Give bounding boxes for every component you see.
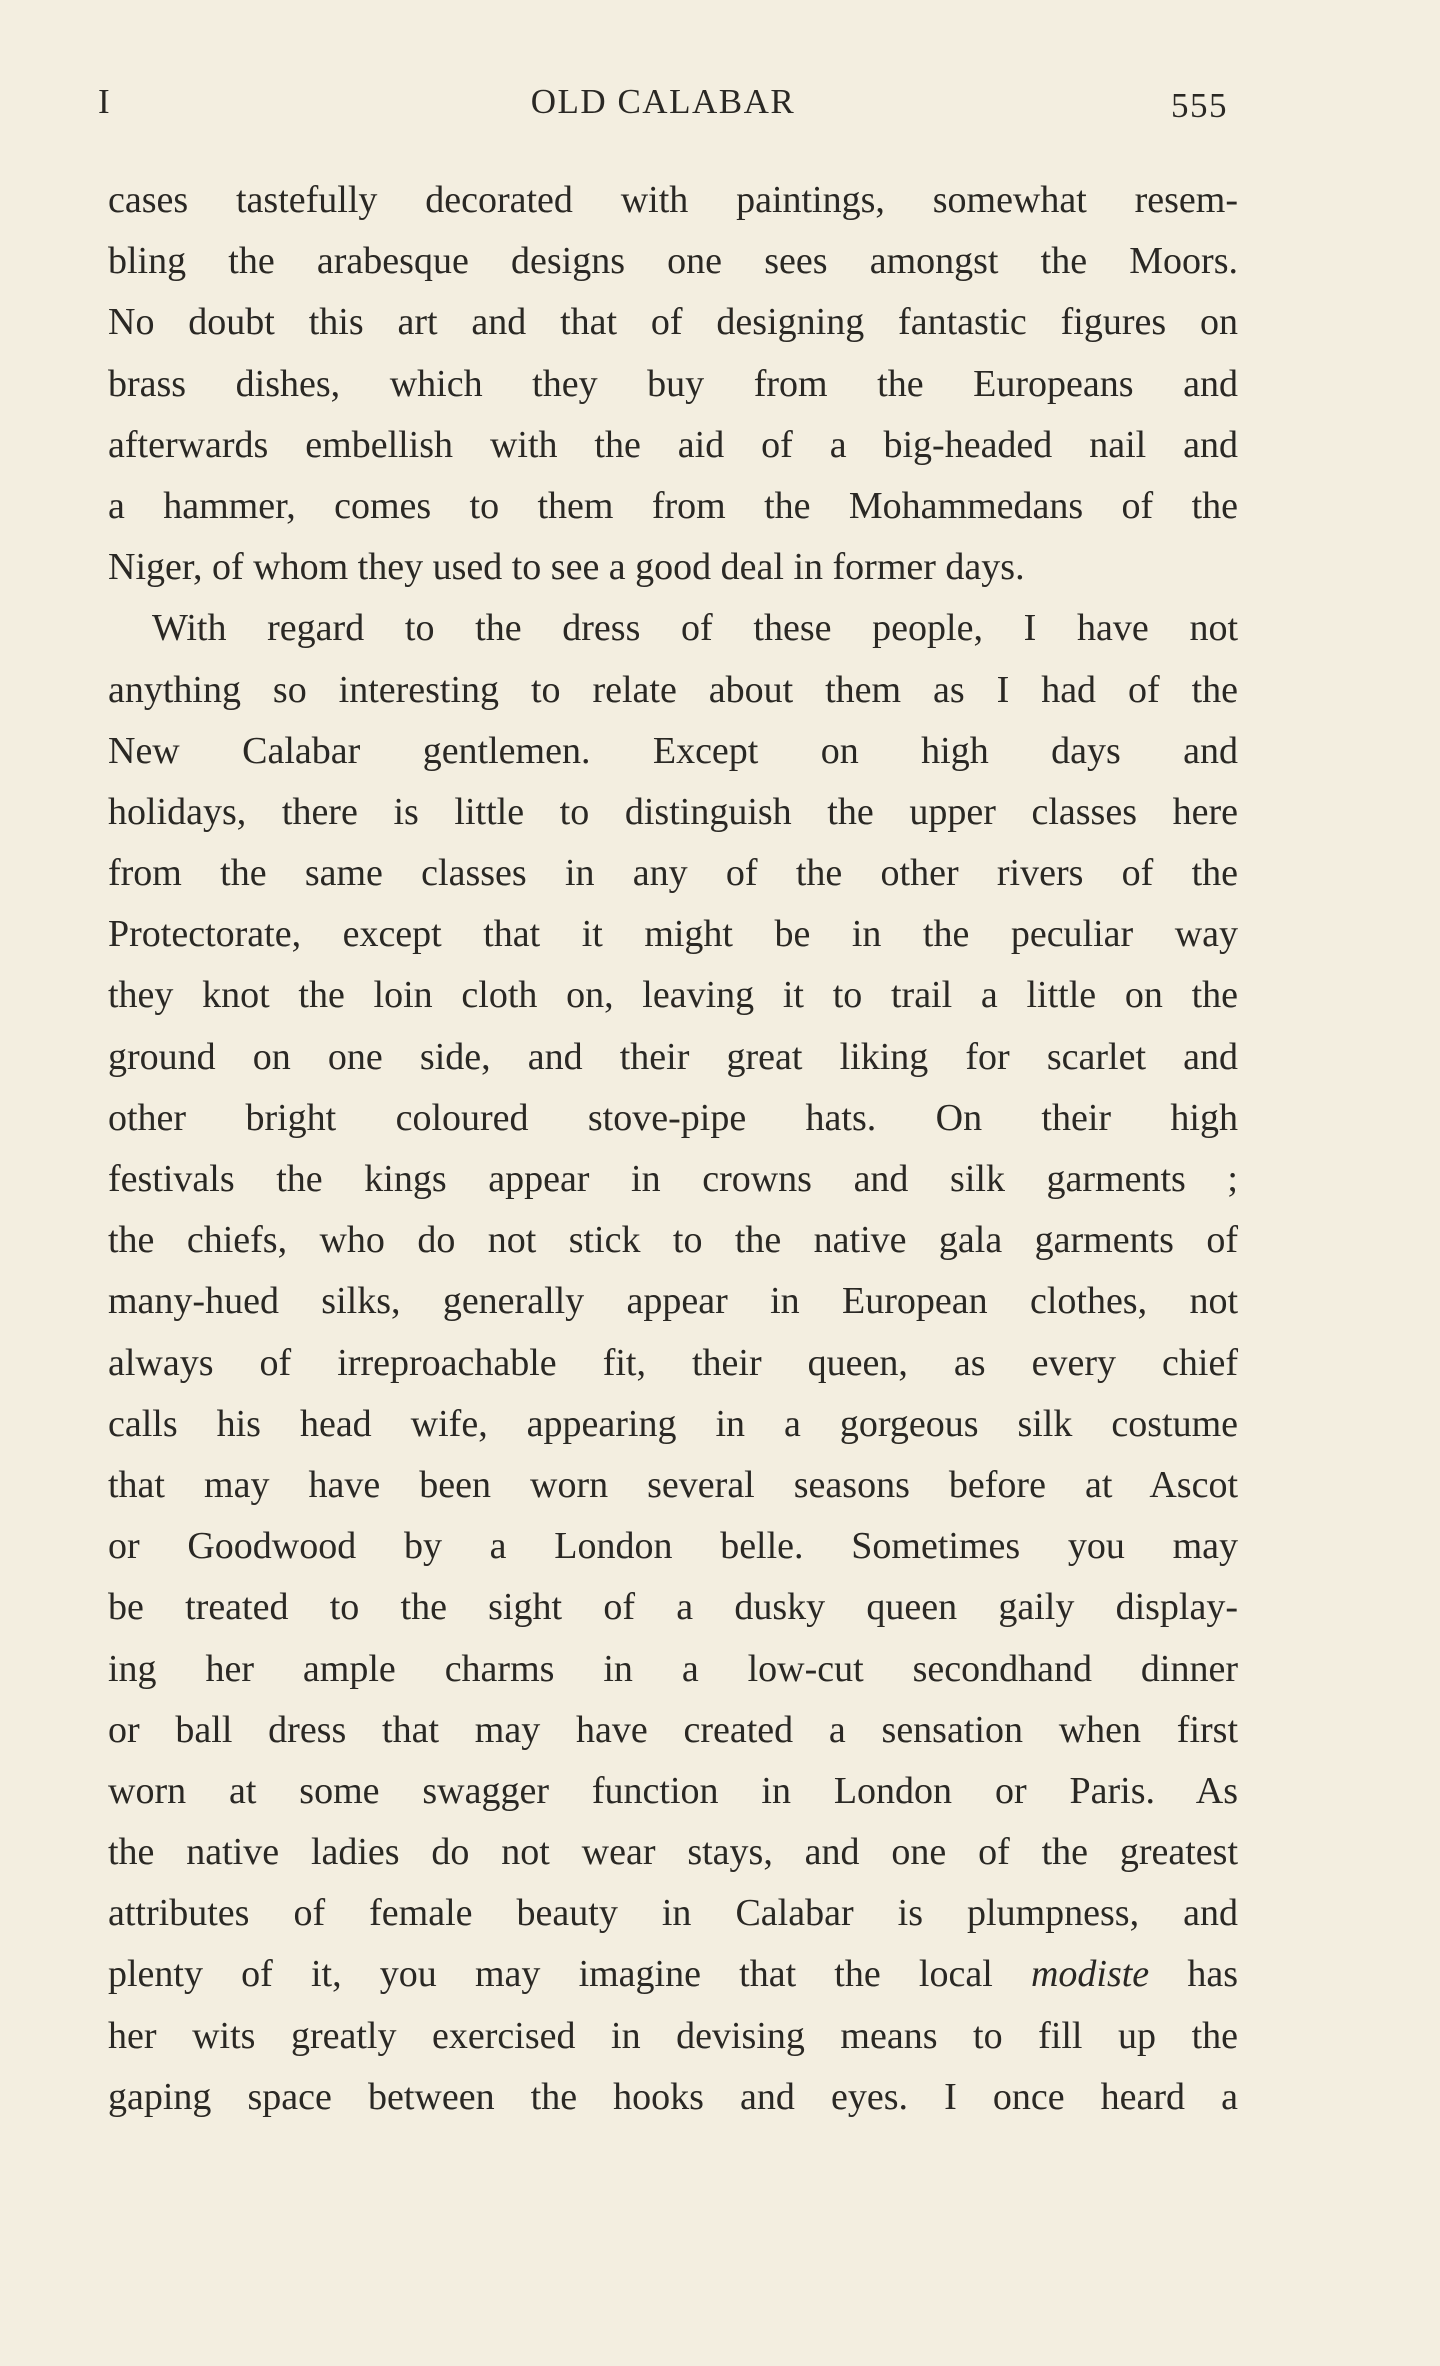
text-line: a hammer, comes to them from the Mohammedans of the (108, 484, 1238, 527)
text-line: the chiefs, who do not stick to the native gala garments of (108, 1219, 1238, 1262)
body-text (108, 170, 1238, 2128)
text-line: Niger, of whom they used to see a good deal in former days. (108, 546, 1025, 589)
volume-number: I (98, 82, 112, 121)
text-line: many-hued silks, generally appear in European clothes, not (108, 1280, 1238, 1323)
text-line: gaping space between the hooks and eyes. I once heard a (108, 2075, 1238, 2118)
text-line: be treated to the sight of a dusky queen gaily display- (108, 1586, 1238, 1629)
text-line: No doubt this art and that of designing fantastic figures on (108, 301, 1238, 344)
text-line: always of irreproachable fit, their queen, as every chief (108, 1341, 1238, 1384)
page-number: 555 (1171, 86, 1228, 125)
text-line: holidays, there is little to distinguish the upper classes here (108, 790, 1238, 833)
text-line: New Calabar gentlemen. Except on high days and (108, 729, 1238, 772)
text-line: other bright coloured stove-pipe hats. On their high (108, 1096, 1238, 1139)
text-line: bling the arabesque designs one sees amongst the Moors. (108, 240, 1238, 283)
text-line: the native ladies do not wear stays, and one of the greatest (108, 1831, 1238, 1874)
text-line: from the same classes in any of the other rivers of the (108, 852, 1238, 895)
text-line-with-italic (108, 1944, 1238, 2005)
text-line: festivals the kings appear in crowns and silk garments ; (108, 1158, 1238, 1200)
text-line: ground on one side, and their great liking for scarlet and (108, 1035, 1238, 1078)
text-line: her wits greatly exercised in devising means to fill up the (108, 2014, 1238, 2057)
text-run: plenty of it, you may imagine that the local (108, 1953, 1031, 1996)
text-line: brass dishes, which they buy from the Europeans and (108, 362, 1238, 405)
text-line: Protectorate, except that it might be in the peculiar way (108, 913, 1238, 956)
italic-word: modiste (1030, 1953, 1150, 1996)
running-header (98, 82, 1228, 132)
text-line: anything so interesting to relate about them as I had of the (108, 668, 1238, 711)
text-line: calls his head wife, appearing in a gorgeous silk costume (108, 1402, 1238, 1445)
running-title: OLD CALABAR (530, 82, 796, 121)
text-line: cases tastefully decorated with paintings, somewhat resem- (108, 179, 1238, 221)
text-line: afterwards embellish with the aid of a big-headed nail and (108, 423, 1238, 466)
text-line: that may have been worn several seasons before at Ascot (108, 1463, 1238, 1506)
text-line: worn at some swagger function in London or Paris. As (108, 1769, 1238, 1812)
text-line: ing her ample charms in a low-cut secondhand dinner (108, 1647, 1238, 1690)
text-run: has (1149, 1953, 1238, 1996)
text-line: With regard to the dress of these people, I have not (152, 607, 1238, 650)
text-line: they knot the loin cloth on, leaving it to trail a little on the (108, 974, 1238, 1017)
text-line: or ball dress that may have created a sensation when first (108, 1708, 1238, 1751)
text-line: attributes of female beauty in Calabar is plumpness, and (108, 1892, 1238, 1935)
text-line: or Goodwood by a London belle. Sometimes you may (108, 1525, 1238, 1568)
